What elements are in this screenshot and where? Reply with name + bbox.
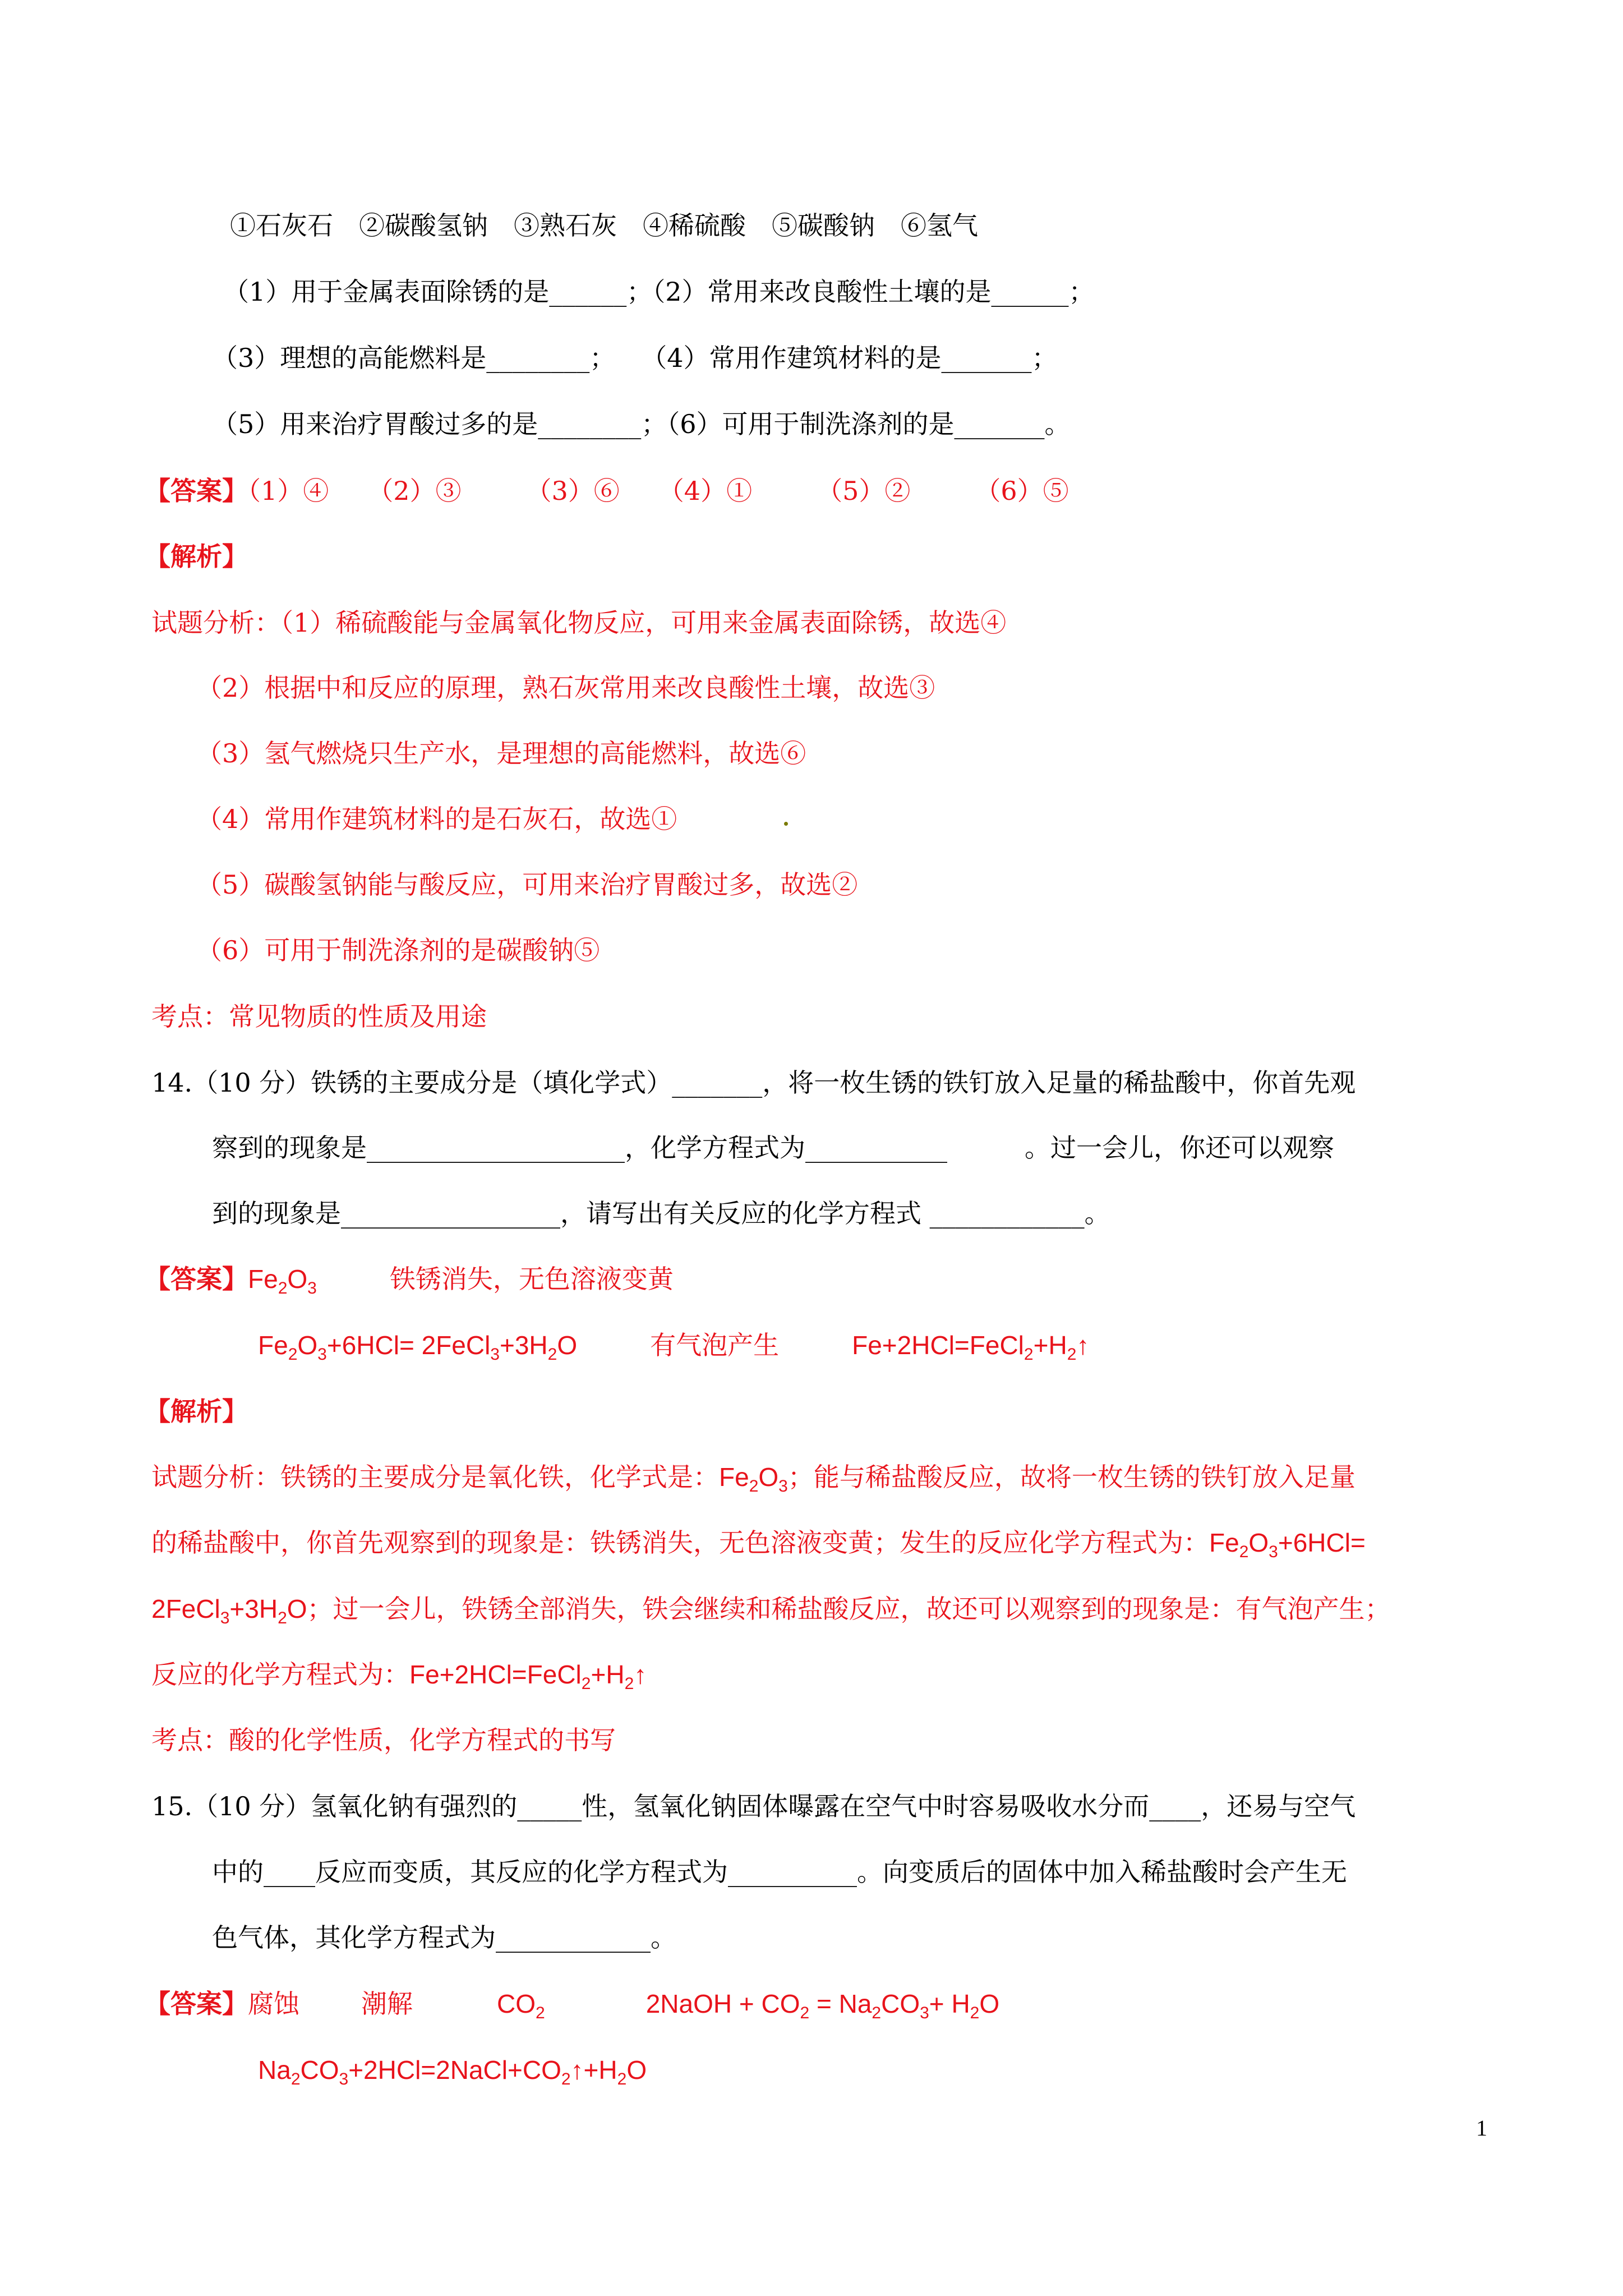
- answer-text: 腐蚀: [248, 1989, 299, 2019]
- q14-analysis-line: 的稀盐酸中，你首先观察到的现象是：铁锈消失，无色溶液变黄；发生的反应化学方程式为：$Fe_2O_3+6HCl=$: [151, 1527, 1366, 1561]
- q14-kaodian: 考点：酸的化学性质，化学方程式的书写: [151, 1725, 616, 1755]
- q15-answer-line1: [145, 1987, 999, 2030]
- q13-question-line1: （1）用于金属表面除锈的是______；（2）常用来改良酸性土壤的是______；: [223, 277, 1095, 307]
- q14-analysis-line: 试题分析：铁锈的主要成分是氧化铁，化学式是：$Fe_2O_3$；能与稀盐酸反应，故将一枚生锈的铁钉放入足量: [151, 1462, 1355, 1496]
- q14-question-line3: 到的现象是_________________，请写出有关反应的化学方程式 ____________。: [212, 1198, 1110, 1228]
- q14-analysis-tag: 【解析】: [145, 1396, 248, 1427]
- q13-analysis-line: 试题分析：（1）稀硫酸能与金属氧化物反应，可用来金属表面除锈，故选④: [151, 608, 1007, 638]
- q15-answer-line2: $Na_2CO_3+2HCl=2NaCl+CO_2↑+H_2O$: [258, 2055, 647, 2088]
- q15-question-line2: 中的____反应而变质，其反应的化学方程式为__________。向变质后的固体中加入稀盐酸时会产生无: [212, 1857, 1347, 1887]
- q13-analysis-line: （5）碳酸氢钠能与酸反应，可用来治疗胃酸过多，故选②: [196, 869, 858, 900]
- q15-question-line1: 15.（10 分）氢氧化钠有强烈的_____性，氢氧化钠固体曝露在空气中时容易吸收水分而____，还易与空气: [151, 1791, 1356, 1821]
- q13-analysis-tag: 【解析】: [145, 541, 248, 572]
- q14-question-line1: 14.（10 分）铁锈的主要成分是（填化学式）_______，将一枚生锈的铁钉放入足量的稀盐酸中，你首先观: [151, 1068, 1356, 1098]
- answer-formula: $CO_2$: [497, 1989, 545, 2022]
- q14-answer-line2: [258, 1328, 1089, 1372]
- answer-text: 潮解: [361, 1989, 413, 2019]
- answer-equation: $Fe+2HCl=FeCl_2+H_2↑$: [852, 1331, 1090, 1364]
- q13-kaodian: 考点：常见物质的性质及用途: [151, 1001, 487, 1032]
- stray-dot: [784, 822, 788, 826]
- q14-analysis-line: $2FeCl_3+3H_2O$；过一会儿，铁锈全部消失，铁会继续和稀盐酸反应，故还可以观察到的现象是：有气泡产生；: [151, 1594, 1391, 1627]
- answer-equation: 2NaOH + $CO_2 = Na_2CO_3+ H_2O$: [645, 1989, 1000, 2022]
- answer-equation: $Fe_2O_3+6HCl=$ $2FeCl_3+3H_2O$: [258, 1331, 578, 1364]
- q13-options: ①石灰石 ②碳酸氢钠 ③熟石灰 ④稀硫酸 ⑤碳酸钠 ⑥氢气: [230, 210, 978, 241]
- answer-tag: 【答案】: [145, 1264, 248, 1294]
- q13-analysis-line: （3）氢气燃烧只生产水，是理想的高能燃料，故选⑥: [196, 738, 806, 769]
- answer-formula: $Fe_2O_3$: [248, 1264, 317, 1297]
- q13-answer: [145, 474, 1069, 508]
- q13-question-line3: （5）用来治疗胃酸过多的是________；（6）可用于制洗涤剂的是_______。: [212, 409, 1071, 439]
- q14-analysis-line: 反应的化学方程式为：$Fe+2HCl=FeCl_2+H_2↑$: [151, 1659, 647, 1693]
- q13-analysis-line: （2）根据中和反应的原理，熟石灰常用来改良酸性土壤，故选③: [196, 673, 935, 703]
- answer-text: （1）④ （2）③ （3）⑥ （4）① （5）② （6）⑤: [248, 476, 1069, 506]
- q14-question-line2: 察到的现象是____________________，化学方程式为___________ 。过一会儿，你还可以观察: [212, 1133, 1334, 1163]
- q13-analysis-line: （6）可用于制洗涤剂的是碳酸钠⑤: [196, 935, 600, 965]
- answer-text: 有气泡产生: [650, 1330, 780, 1360]
- q13-question-line2: （3）理想的高能燃料是________； （4）常用作建筑材料的是_______；: [212, 343, 1058, 373]
- q15-question-line3: 色气体，其化学方程式为____________。: [212, 1922, 676, 1953]
- q14-answer-line1: [145, 1262, 674, 1305]
- answer-tag: 【答案】: [145, 1989, 248, 2019]
- answer-tag: 【答案】: [145, 476, 248, 506]
- q13-analysis-line: （4）常用作建筑材料的是石灰石，故选①: [196, 804, 677, 834]
- answer-text: 铁锈消失，无色溶液变黄: [389, 1264, 674, 1294]
- page-number: 1: [1476, 2115, 1487, 2141]
